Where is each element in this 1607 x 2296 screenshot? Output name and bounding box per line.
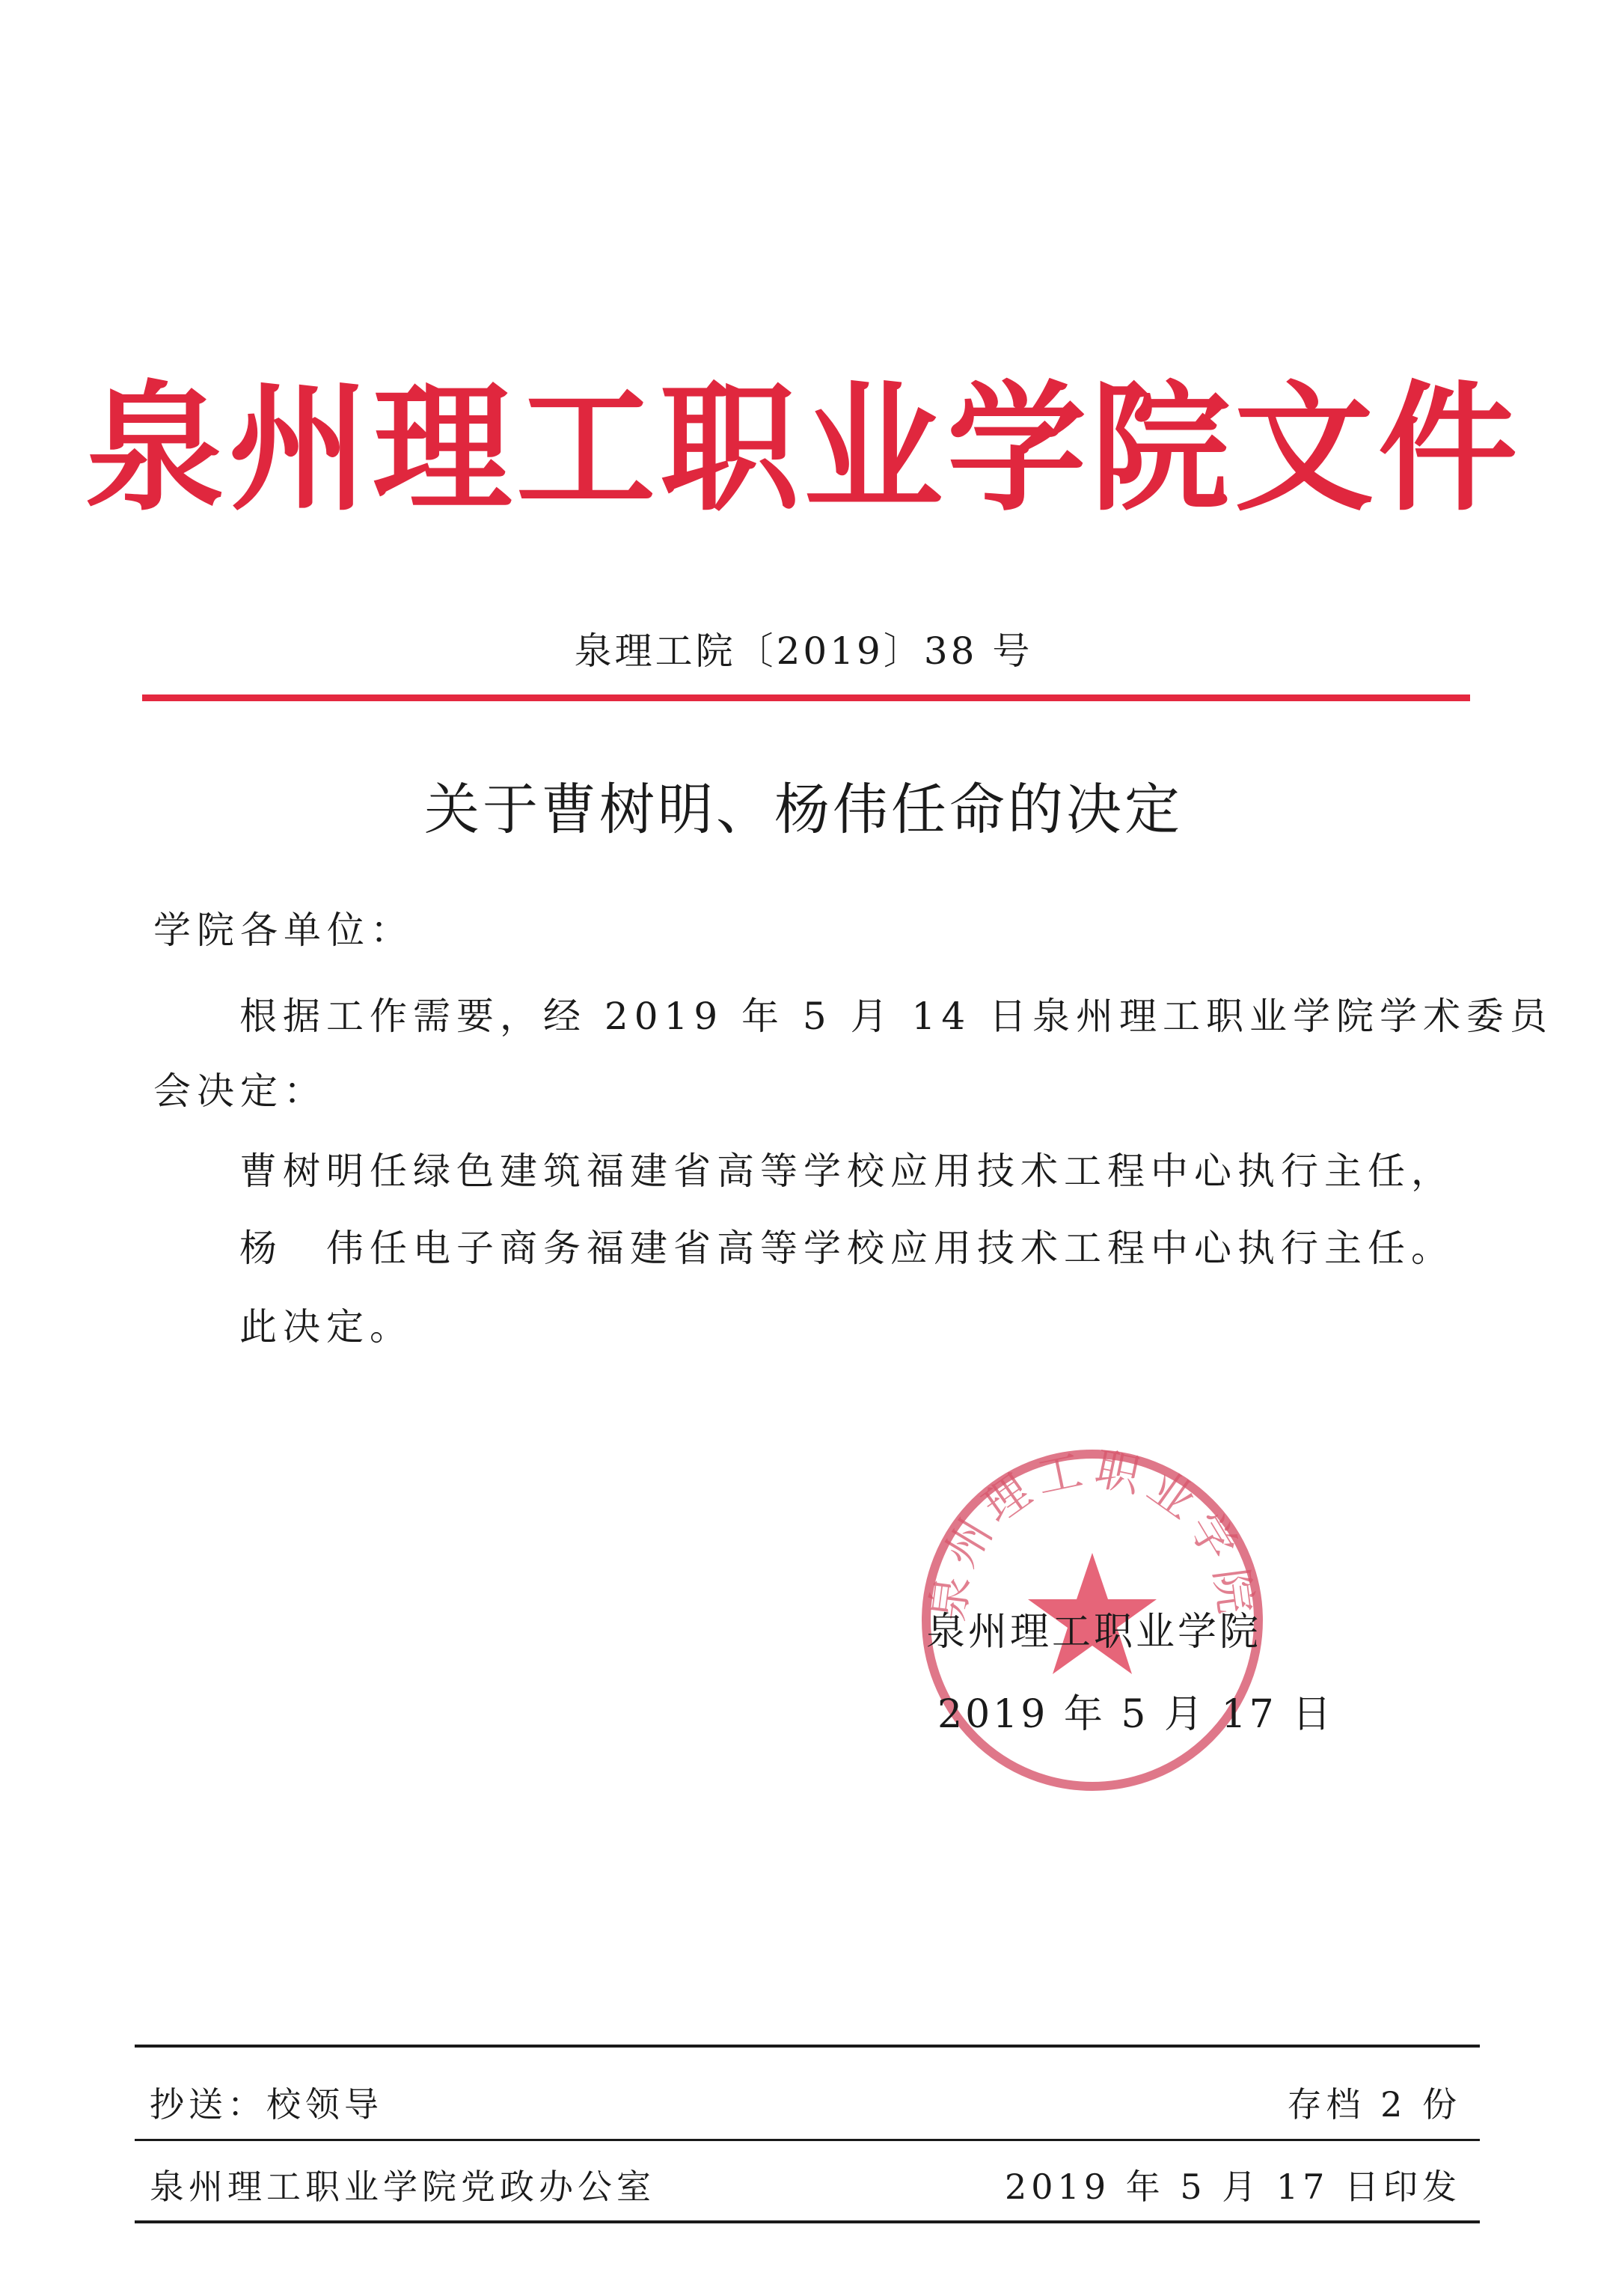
document-title: 关于曹树明、杨伟任命的决定 (424, 778, 1183, 842)
cc-line: 抄送：校领导 (150, 2084, 383, 2125)
salutation: 学院各单位： (153, 909, 414, 952)
signature-date: 2019 年 5 月 17 日 (937, 1692, 1335, 1737)
footer-top-rule (135, 2045, 1480, 2048)
seal-text: 泉州理工职业学院 (922, 1442, 1263, 1625)
footer-mid-rule (135, 2139, 1480, 2141)
appointment-line-1: 曹树明任绿色建筑福建省高等学校应用技术工程中心执行主任， (239, 1149, 1454, 1193)
closing-line: 此决定。 (239, 1305, 413, 1349)
document-number: 泉理工院〔2019〕38 号 (574, 629, 1033, 673)
org-masthead: 泉州理工职业学院文件 (85, 367, 1522, 530)
footer-bottom-rule (135, 2220, 1480, 2223)
archive-count: 存档 2 份 (1287, 2084, 1461, 2125)
intro-line-1: 根据工作需要，经 2019 年 5 月 14 日泉州理工职业学院学术委员 (239, 995, 1554, 1038)
issuing-office: 泉州理工职业学院党政办公室 (150, 2167, 655, 2207)
issue-date: 2019 年 5 月 17 日印发 (1005, 2167, 1461, 2207)
intro-line-2: 会决定： (153, 1069, 327, 1113)
appointment-line-2: 杨 伟任电子商务福建省高等学校应用技术工程中心执行主任。 (239, 1227, 1454, 1270)
signature-org: 泉州理工职业学院 (926, 1610, 1262, 1655)
red-divider (142, 694, 1470, 701)
